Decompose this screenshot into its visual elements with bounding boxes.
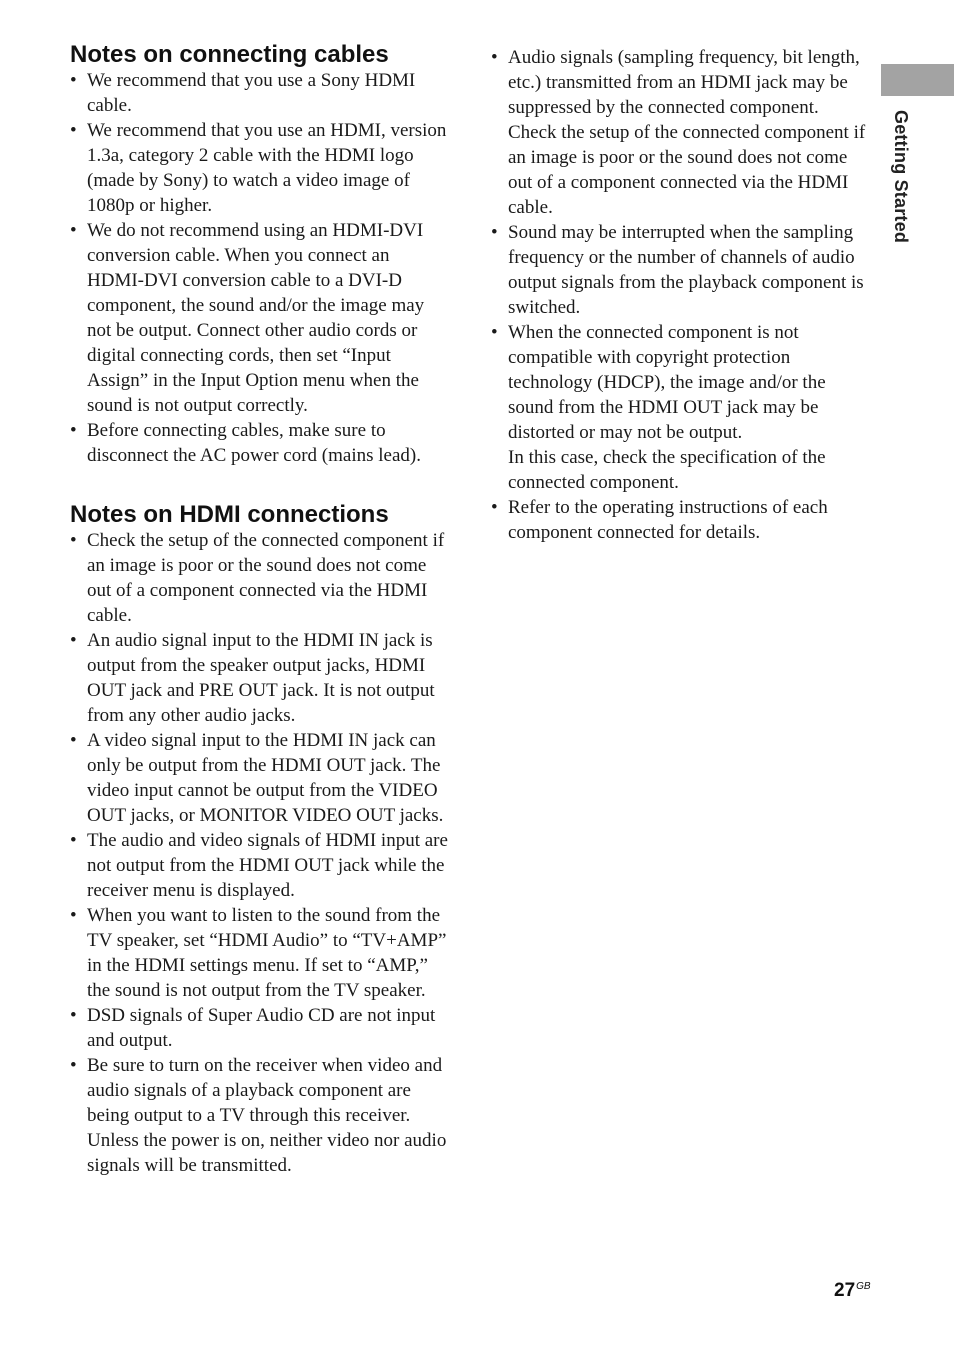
bullet-icon: • xyxy=(491,47,498,68)
bullet-icon: • xyxy=(491,497,498,518)
list-item: • We recommend that you use a Sony HDMI cable. xyxy=(70,70,416,116)
list-item: • When you want to listen to the sound from the TV speaker, set “HDMI Audio” to “TV+AMP” in the HDMI settings menu. If set to “AMP,” the sound is not output from the TV speaker. xyxy=(70,905,447,1001)
bullet-icon: • xyxy=(70,220,77,241)
page-number-suffix: GB xyxy=(856,1281,871,1292)
bullet-icon: • xyxy=(70,830,77,851)
bullet-icon: • xyxy=(491,322,498,343)
heading-connecting-cables: Notes on connecting cables xyxy=(70,41,389,68)
section-tab-label: Getting Started xyxy=(891,110,911,244)
bullet-icon: • xyxy=(70,1005,77,1026)
list-item: • Refer to the operating instructions of each component connected for details. xyxy=(491,497,828,543)
bullet-icon: • xyxy=(70,70,77,91)
bullet-icon: • xyxy=(70,630,77,651)
page-number: $27^{GB}$ xyxy=(834,1280,871,1301)
list-item: • DSD signals of Super Audio CD are not input and output. xyxy=(70,1005,436,1051)
list-item: • Be sure to turn on the receiver when video and audio signals of a playback component are being output to a TV through this receiver. Unless the power is on, neither video nor audio signals will be transmitted. xyxy=(70,1055,447,1176)
list-item: • Sound may be interrupted when the sampling frequency or the number of channels of audio output signals from the playback component is switched. xyxy=(491,222,864,318)
list-item: • We do not recommend using an HDMI-DVI conversion cable. When you connect an HDMI-DVI conversion cable to a DVI-D component, the sound and/or the image may not be output. Connect other audio cords or digital connecting cords, then set “Input Assign” in the Input Option menu when the sound is not output correctly. xyxy=(70,220,425,416)
list-hdmi-connections xyxy=(70,528,450,1178)
bullet-icon: • xyxy=(70,530,77,551)
right-column xyxy=(491,45,869,545)
list-hdmi-connections-continued xyxy=(491,45,869,545)
list-item: • An audio signal input to the HDMI IN jack is output from the speaker output jacks, HDMI OUT jack and PRE OUT jack. It is not output from any other audio jacks. xyxy=(70,630,435,726)
list-item: • A video signal input to the HDMI IN jack can only be output from the HDMI OUT jack. The video input cannot be output from the VIDEO OUT jacks, or MONITOR VIDEO OUT jacks. xyxy=(70,730,444,826)
list-item-continuation: In this case, check the specification of the connected component. xyxy=(508,447,826,493)
list-item: • We recommend that you use an HDMI, version 1.3a, category 2 cable with the HDMI logo (made by Sony) to watch a video image of 1080p or higher. xyxy=(70,120,447,216)
list-item: • The audio and video signals of HDMI input are not output from the HDMI OUT jack while the receiver menu is displayed. xyxy=(70,830,448,901)
list-item: • Audio signals (sampling frequency, bit length, etc.) transmitted from an HDMI jack may be suppressed by the connected component. Check the setup of the connected component if an image is poor or the sound does not come out of a component connected via the HDMI cable. xyxy=(491,47,866,218)
bullet-icon: • xyxy=(70,1055,77,1076)
list-item: • Before connecting cables, make sure to disconnect the AC power cord (mains lead). xyxy=(70,420,421,466)
bullet-icon: • xyxy=(70,420,77,441)
bullet-icon: • xyxy=(70,120,77,141)
list-item: • When the connected component is not compatible with copyright protection technology (HDCP), the image and/or the sound from the HDMI OUT jack may be distorted or may not be output. In this case, check the specification of the connected component. xyxy=(491,320,869,495)
list-item: • Check the setup of the connected component if an image is poor or the sound does not come out of a component connected via the HDMI cable. xyxy=(70,530,445,626)
list-connecting-cables xyxy=(70,68,450,468)
bullet-icon: • xyxy=(491,222,498,243)
heading-hdmi-connections: Notes on HDMI connections xyxy=(70,501,389,528)
bullet-icon: • xyxy=(70,905,77,926)
bullet-icon: • xyxy=(70,730,77,751)
section-tab-marker xyxy=(881,64,954,96)
left-column xyxy=(70,40,450,1178)
